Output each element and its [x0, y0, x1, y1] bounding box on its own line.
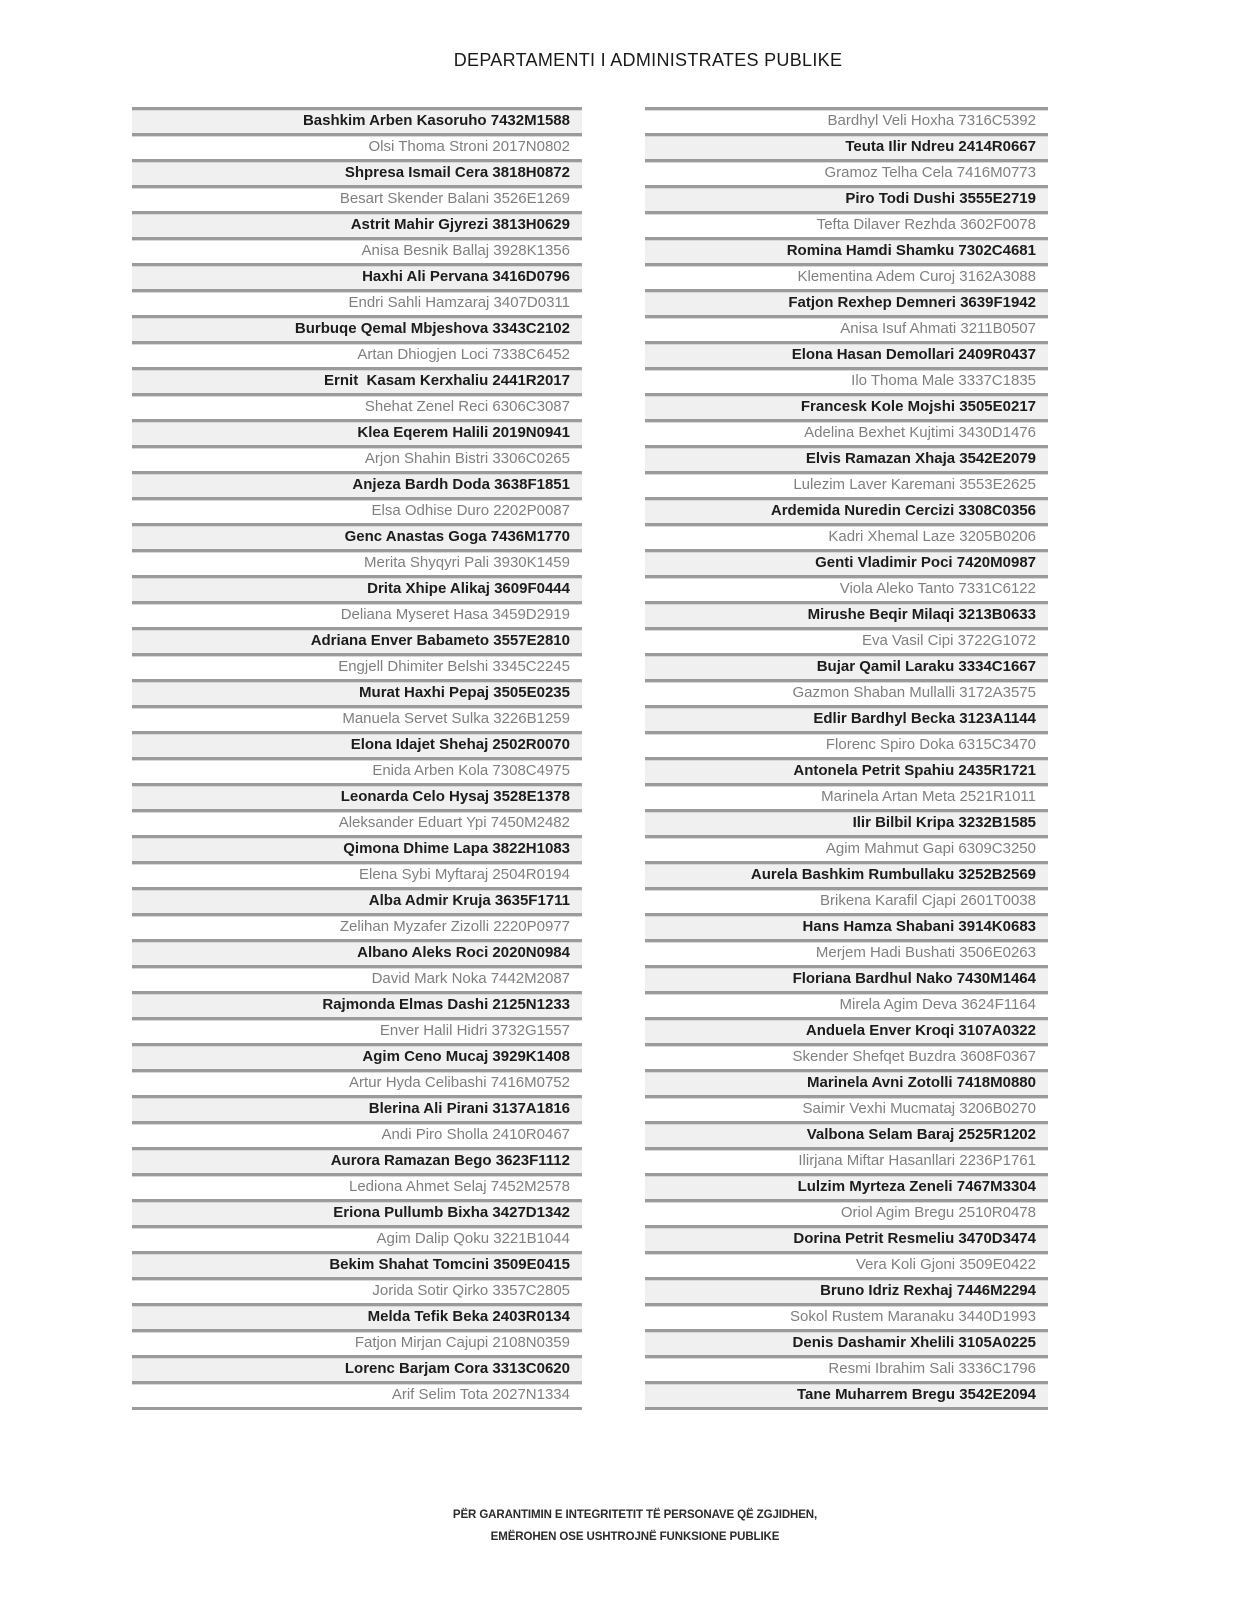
list-item: Shehat Zenel Reci 6306C3087 — [132, 393, 582, 419]
list-item: Floriana Bardhul Nako 7430M1464 — [645, 965, 1048, 991]
list-item: Agim Ceno Mucaj 3929K1408 — [132, 1043, 582, 1069]
page-footer — [17, 1504, 1236, 1549]
list-item: Leonarda Celo Hysaj 3528E1378 — [132, 783, 582, 809]
list-item: Vera Koli Gjoni 3509E0422 — [645, 1251, 1048, 1277]
list-item: Ernit Kasam Kerxhaliu 2441R2017 — [132, 367, 582, 393]
list-item: Eriona Pullumb Bixha 3427D1342 — [132, 1199, 582, 1225]
list-item: Elona Idajet Shehaj 2502R0070 — [132, 731, 582, 757]
list-item: Lorenc Barjam Cora 3313C0620 — [132, 1355, 582, 1381]
list-item: Bardhyl Veli Hoxha 7316C5392 — [645, 107, 1048, 133]
list-item: Fatjon Mirjan Cajupi 2108N0359 — [132, 1329, 582, 1355]
list-item: Bashkim Arben Kasoruho 7432M1588 — [132, 107, 582, 133]
list-item: Haxhi Ali Pervana 3416D0796 — [132, 263, 582, 289]
list-item: Endri Sahli Hamzaraj 3407D0311 — [132, 289, 582, 315]
list-item: Dorina Petrit Resmeliu 3470D3474 — [645, 1225, 1048, 1251]
page-title: DEPARTAMENTI I ADMINISTRATES PUBLIKE — [453, 50, 843, 70]
list-item: Olsi Thoma Stroni 2017N0802 — [132, 133, 582, 159]
list-item: Marinela Artan Meta 2521R1011 — [645, 783, 1048, 809]
list-item: Adriana Enver Babameto 3557E2810 — [132, 627, 582, 653]
list-item: Bruno Idriz Rexhaj 7446M2294 — [645, 1277, 1048, 1303]
list-item: Kadri Xhemal Laze 3205B0206 — [645, 523, 1048, 549]
list-item: Elsa Odhise Duro 2202P0087 — [132, 497, 582, 523]
list-item: Merjem Hadi Bushati 3506E0263 — [645, 939, 1048, 965]
list-item: Aurora Ramazan Bego 3623F1112 — [132, 1147, 582, 1173]
list-item: Florenc Spiro Doka 6315C3470 — [645, 731, 1048, 757]
list-item: Arif Selim Tota 2027N1334 — [132, 1381, 582, 1407]
list-item: Merita Shyqyri Pali 3930K1459 — [132, 549, 582, 575]
list-item: Francesk Kole Mojshi 3505E0217 — [645, 393, 1048, 419]
list-item: Antonela Petrit Spahiu 2435R1721 — [645, 757, 1048, 783]
list-item: Sokol Rustem Maranaku 3440D1993 — [645, 1303, 1048, 1329]
list-item: Zelihan Myzafer Zizolli 2220P0977 — [132, 913, 582, 939]
list-item: Shpresa Ismail Cera 3818H0872 — [132, 159, 582, 185]
list-item: Anduela Enver Kroqi 3107A0322 — [645, 1017, 1048, 1043]
list-item: Bujar Qamil Laraku 3334C1667 — [645, 653, 1048, 679]
list-item: Astrit Mahir Gjyrezi 3813H0629 — [132, 211, 582, 237]
list-item: Bekim Shahat Tomcini 3509E0415 — [132, 1251, 582, 1277]
list-item: Elena Sybi Myftaraj 2504R0194 — [132, 861, 582, 887]
list-item: Drita Xhipe Alikaj 3609F0444 — [132, 575, 582, 601]
list-item: Fatjon Rexhep Demneri 3639F1942 — [645, 289, 1048, 315]
list-item: Ardemida Nuredin Cercizi 3308C0356 — [645, 497, 1048, 523]
list-item: Viola Aleko Tanto 7331C6122 — [645, 575, 1048, 601]
list-item: Lulezim Laver Karemani 3553E2625 — [645, 471, 1048, 497]
list-item: David Mark Noka 7442M2087 — [132, 965, 582, 991]
list-item: Skender Shefqet Buzdra 3608F0367 — [645, 1043, 1048, 1069]
list-item: Agim Mahmut Gapi 6309C3250 — [645, 835, 1048, 861]
list-item: Marinela Avni Zotolli 7418M0880 — [645, 1069, 1048, 1095]
list-item: Valbona Selam Baraj 2525R1202 — [645, 1121, 1048, 1147]
list-item: Aurela Bashkim Rumbullaku 3252B2569 — [645, 861, 1048, 887]
list-item: Burbuqe Qemal Mbjeshova 3343C2102 — [132, 315, 582, 341]
list-item: Hans Hamza Shabani 3914K0683 — [645, 913, 1048, 939]
list-item: Ilir Bilbil Kripa 3232B1585 — [645, 809, 1048, 835]
list-item: Jorida Sotir Qirko 3357C2805 — [132, 1277, 582, 1303]
list-item: Besart Skender Balani 3526E1269 — [132, 185, 582, 211]
list-item: Elona Hasan Demollari 2409R0437 — [645, 341, 1048, 367]
list-item: Romina Hamdi Shamku 7302C4681 — [645, 237, 1048, 263]
list-item: Enida Arben Kola 7308C4975 — [132, 757, 582, 783]
list-item: Manuela Servet Sulka 3226B1259 — [132, 705, 582, 731]
list-item: Gramoz Telha Cela 7416M0773 — [645, 159, 1048, 185]
list-item: Eva Vasil Cipi 3722G1072 — [645, 627, 1048, 653]
list-item: Ilo Thoma Male 3337C1835 — [645, 367, 1048, 393]
list-item: Mirushe Beqir Milaqi 3213B0633 — [645, 601, 1048, 627]
list-item: Klementina Adem Curoj 3162A3088 — [645, 263, 1048, 289]
name-list-right — [645, 107, 1048, 1410]
list-item: Piro Todi Dushi 3555E2719 — [645, 185, 1048, 211]
list-item: Qimona Dhime Lapa 3822H1083 — [132, 835, 582, 861]
list-item: Anisa Isuf Ahmati 3211B0507 — [645, 315, 1048, 341]
name-list-left — [132, 107, 582, 1410]
list-item: Genc Anastas Goga 7436M1770 — [132, 523, 582, 549]
list-item: Deliana Myseret Hasa 3459D2919 — [132, 601, 582, 627]
list-item: Adelina Bexhet Kujtimi 3430D1476 — [645, 419, 1048, 445]
list-item: Klea Eqerem Halili 2019N0941 — [132, 419, 582, 445]
list-item: Ilirjana Miftar Hasanllari 2236P1761 — [645, 1147, 1048, 1173]
footer-line-1: PËR GARANTIMIN E INTEGRITETIT TË PERSONAVE QË ZGJIDHEN, — [452, 1509, 818, 1521]
list-item: Artur Hyda Celibashi 7416M0752 — [132, 1069, 582, 1095]
list-item: Tane Muharrem Bregu 3542E2094 — [645, 1381, 1048, 1407]
list-item: Blerina Ali Pirani 3137A1816 — [132, 1095, 582, 1121]
list-item: Murat Haxhi Pepaj 3505E0235 — [132, 679, 582, 705]
list-item: Engjell Dhimiter Belshi 3345C2245 — [132, 653, 582, 679]
list-item: Lulzim Myrteza Zeneli 7467M3304 — [645, 1173, 1048, 1199]
footer-line-2: EMËROHEN OSE USHTROJNË FUNKSIONE PUBLIKE — [490, 1531, 780, 1544]
list-item: Denis Dashamir Xhelili 3105A0225 — [645, 1329, 1048, 1355]
list-item: Mirela Agim Deva 3624F1164 — [645, 991, 1048, 1017]
list-item: Brikena Karafil Cjapi 2601T0038 — [645, 887, 1048, 913]
list-item: Albano Aleks Roci 2020N0984 — [132, 939, 582, 965]
list-item: Artan Dhiogjen Loci 7338C6452 — [132, 341, 582, 367]
list-item: Tefta Dilaver Rezhda 3602F0078 — [645, 211, 1048, 237]
list-item: Resmi Ibrahim Sali 3336C1796 — [645, 1355, 1048, 1381]
list-item: Aleksander Eduart Ypi 7450M2482 — [132, 809, 582, 835]
list-item: Arjon Shahin Bistri 3306C0265 — [132, 445, 582, 471]
list-item: Enver Halil Hidri 3732G1557 — [132, 1017, 582, 1043]
list-item: Melda Tefik Beka 2403R0134 — [132, 1303, 582, 1329]
list-item: Lediona Ahmet Selaj 7452M2578 — [132, 1173, 582, 1199]
list-item: Agim Dalip Qoku 3221B1044 — [132, 1225, 582, 1251]
list-item: Oriol Agim Bregu 2510R0478 — [645, 1199, 1048, 1225]
list-item: Rajmonda Elmas Dashi 2125N1233 — [132, 991, 582, 1017]
list-item: Genti Vladimir Poci 7420M0987 — [645, 549, 1048, 575]
list-item: Saimir Vexhi Mucmataj 3206B0270 — [645, 1095, 1048, 1121]
list-item: Gazmon Shaban Mullalli 3172A3575 — [645, 679, 1048, 705]
list-item: Edlir Bardhyl Becka 3123A1144 — [645, 705, 1048, 731]
list-item: Elvis Ramazan Xhaja 3542E2079 — [645, 445, 1048, 471]
list-item: Anjeza Bardh Doda 3638F1851 — [132, 471, 582, 497]
list-item: Teuta Ilir Ndreu 2414R0667 — [645, 133, 1048, 159]
list-item: Alba Admir Kruja 3635F1711 — [132, 887, 582, 913]
list-item: Andi Piro Sholla 2410R0467 — [132, 1121, 582, 1147]
list-item: Anisa Besnik Ballaj 3928K1356 — [132, 237, 582, 263]
